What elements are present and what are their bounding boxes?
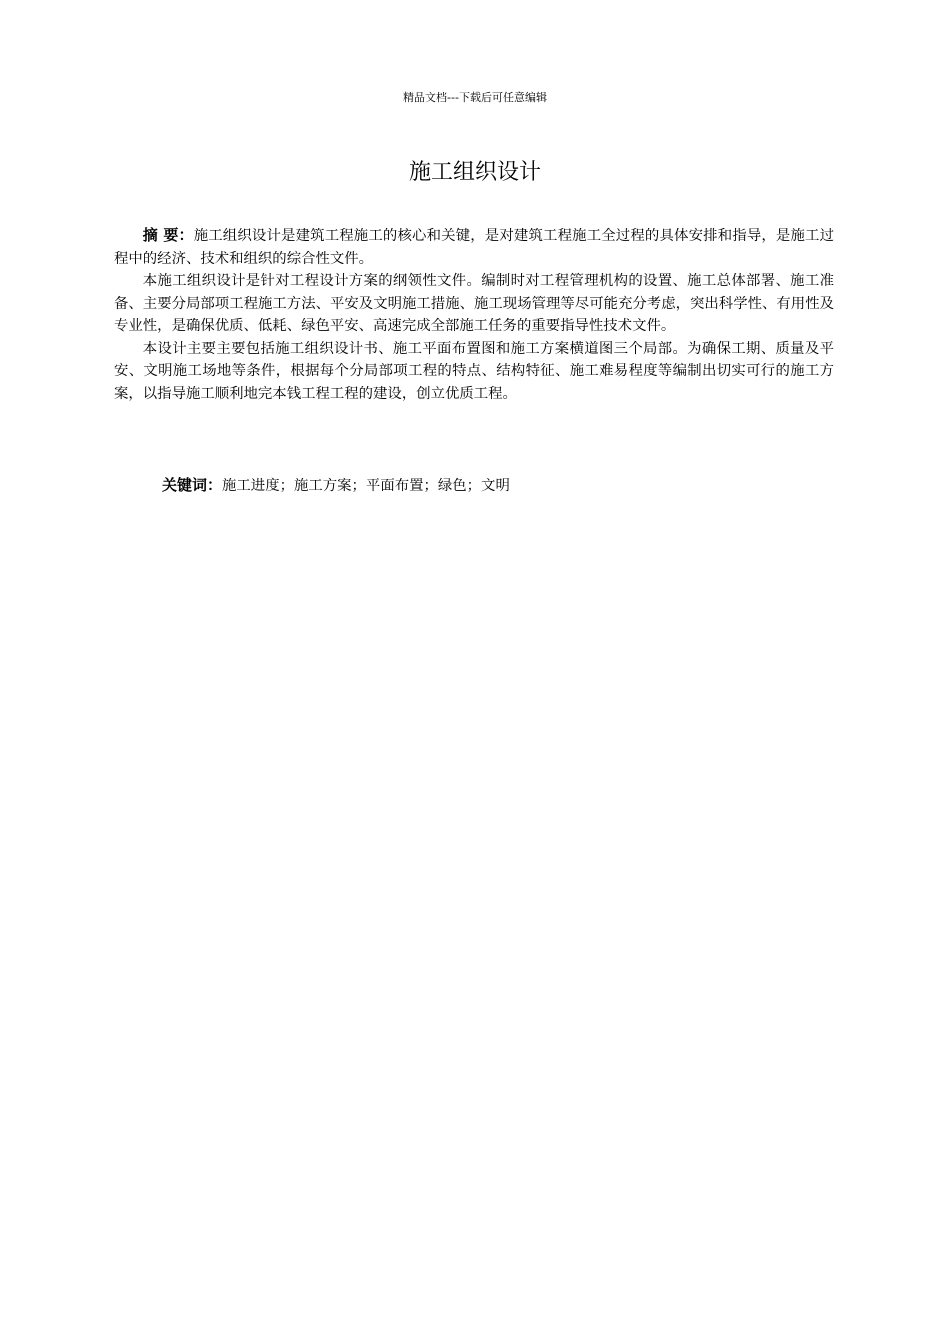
abstract-paragraph-3: 本设计主要主要包括施工组织设计书、施工平面布置图和施工方案横道图三个局部。为确保工期、质量及平安、文明施工场地等条件，根据每个分局部项工程的特点、结构特征、施工难易程度等编制出切实可行的施工方案，以指导施工顺利地完本钱工程工程的建设，创立优质工程。 <box>114 340 834 402</box>
header-note: 精品文档---下载后可任意编辑 <box>403 91 547 104</box>
document-title: 施工组织设计 <box>408 160 541 185</box>
keywords-label: 关键词： <box>162 476 223 494</box>
abstract-paragraph-1 <box>114 224 834 270</box>
abstract-section <box>114 224 834 405</box>
keywords-text: 施工进度；施工方案；平面布置；绿色；文明 <box>222 478 510 494</box>
abstract-label: 摘 要： <box>142 226 194 244</box>
abstract-text-1: 施工组织设计是建筑工程施工的核心和关键，是对建筑工程施工全过程的具体安排和指导，是施工过程中的经济、技术和组织的综合性文件。 <box>114 228 834 267</box>
abstract-paragraph-2: 本施工组织设计是针对工程设计方案的纲领性文件。编制时对工程管理机构的设置、施工总体部署、施工准备、主要分局部项工程施工方法、平安及文明施工措施、施工现场管理等尽可能充分考虑，突出科学性、有用性及专业性，是确保优质、低耗、绿色平安、高速完成全部施工任务的重要指导性技术文件。 <box>114 273 834 334</box>
keywords-section <box>162 474 842 497</box>
